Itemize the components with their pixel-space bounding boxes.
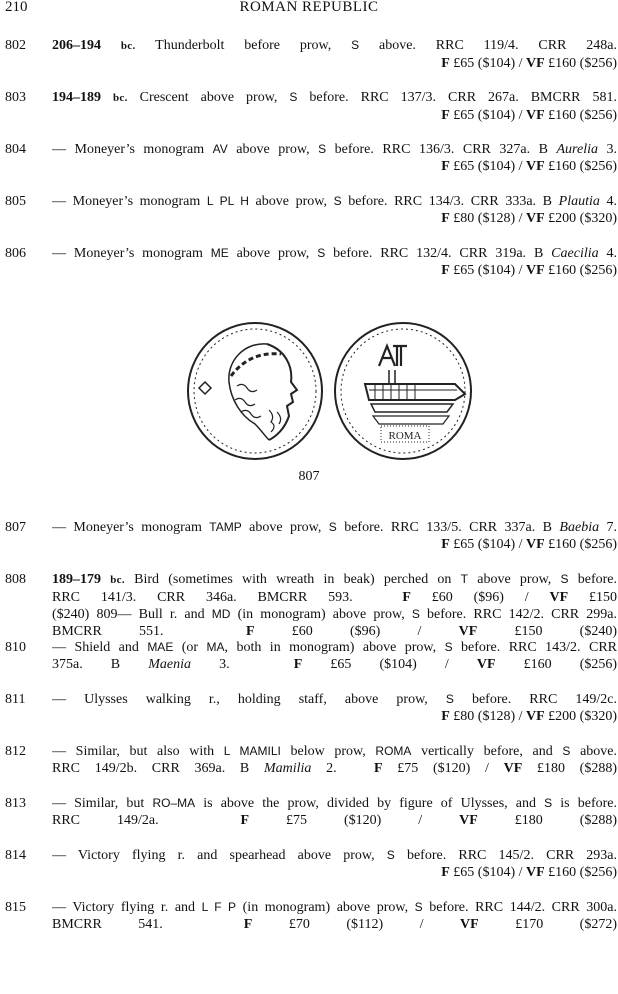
entry-text [52, 89, 617, 124]
text-run: , both in monogram) above prow, [224, 640, 445, 655]
text-run: Plautia [558, 194, 600, 209]
entry-number: 802 [5, 38, 26, 53]
text-run: Baebia [559, 520, 600, 535]
bold-text: VF [526, 709, 545, 724]
monogram-text: TAMP [209, 520, 242, 534]
bold-text: F [374, 761, 383, 776]
entry-line [52, 743, 617, 760]
bold-text: VF [476, 657, 496, 672]
entry-line [52, 691, 617, 708]
bold-text: F [441, 56, 450, 71]
coin-legend-roma: ROMA [388, 430, 422, 442]
text-run: 4. [598, 246, 617, 261]
monogram-text: S [318, 142, 327, 156]
monogram-text: RO–MA [152, 796, 196, 810]
text-run: £60 ($96) / [254, 624, 459, 639]
text-run: ($240) 809— Bull r. and [52, 607, 212, 622]
entry-text [52, 37, 617, 72]
text-run: Thunderbolt before prow, [135, 38, 352, 53]
entry-line [52, 89, 617, 107]
bold-text: VF [526, 263, 545, 278]
text-run: £65 ($104) / [449, 56, 526, 71]
text-run: £65 ($104) / [302, 657, 477, 672]
text-run: before. RRC 133/5. CRR 337a. B [336, 520, 560, 535]
text-run: £65 ($104) / [449, 159, 526, 174]
monogram-text: S [351, 38, 360, 52]
monogram-text: ME [210, 246, 229, 260]
monogram-text: T [460, 572, 469, 586]
text-run: Caecilia [551, 246, 599, 261]
text-run: Aurelia [556, 142, 598, 157]
entry-line [52, 536, 617, 553]
text-run: above prow, [227, 142, 319, 157]
text-run: RRC 149/2a. [52, 813, 159, 828]
entry-line [52, 795, 617, 812]
entry-line [52, 864, 617, 881]
entry-number: 810 [5, 640, 26, 655]
bold-text: F [240, 813, 250, 828]
entry-line [52, 158, 617, 175]
entry-line [52, 623, 617, 640]
monogram-text: S [386, 848, 395, 862]
bold-text: VF [526, 108, 545, 123]
bold-text: F [441, 537, 450, 552]
monogram-text: L MAMILI [223, 744, 281, 758]
entry-text [52, 639, 617, 673]
text-run: above. RRC 119/4. CRR 248a. [359, 38, 617, 53]
bold-text: VF [526, 159, 545, 174]
entry-number: 814 [5, 848, 26, 863]
entry-line [52, 606, 617, 623]
entry-text [52, 795, 617, 829]
text-run: is above the prow, divided by figure of Ulysses, and [195, 796, 545, 811]
text-run: before. RRC 137/3. CRR 267a. BMCRR 581. [297, 90, 617, 105]
bold-text: VF [460, 917, 479, 932]
text-run: before. RRC 142/2. CRR 299a. [419, 607, 617, 622]
text-run: — Moneyer’s monogram [52, 142, 213, 157]
bold-text: VF [526, 865, 545, 880]
text-run: £65 ($104) / [449, 537, 526, 552]
text-run: (or [173, 640, 207, 655]
monogram-text: MAE [147, 640, 174, 654]
text-run: — Moneyer’s monogram [52, 194, 207, 209]
text-run: £150 ($240) [477, 624, 617, 639]
text-run: £70 ($112) / [252, 917, 461, 932]
entry-text [52, 691, 617, 725]
bold-text: VF [503, 761, 523, 776]
entry-text [52, 847, 617, 881]
bold-text: VF [549, 590, 569, 605]
entry-text [52, 245, 617, 279]
monogram-text: S [317, 246, 326, 260]
text-run: above prow, [241, 520, 329, 535]
text-run: before. RRC 132/4. CRR 319a. B [325, 246, 552, 261]
entry-number: 807 [5, 520, 26, 535]
bold-text: VF [526, 56, 545, 71]
entry-line [52, 847, 617, 864]
entry-number: 805 [5, 194, 26, 209]
entry-line [52, 141, 617, 158]
coin-figure-svg [185, 320, 475, 462]
bold-text: F [441, 108, 450, 123]
text-run: above. [570, 744, 617, 759]
monogram-text: ROMA [375, 744, 412, 758]
text-run: BMCRR 551. [52, 624, 164, 639]
text-run: £65 ($104) / [449, 263, 526, 278]
bold-text: VF [526, 537, 545, 552]
entry-text [52, 193, 617, 227]
text-run: £75 ($120) / [249, 813, 460, 828]
monogram-text: S [411, 607, 420, 621]
entry-number: 813 [5, 796, 26, 811]
entry-line [52, 899, 617, 916]
text-run: £200 ($320) [544, 211, 617, 226]
text-run: — Moneyer’s monogram [52, 520, 210, 535]
bold-text: F [441, 263, 450, 278]
text-run: £80 ($128) / [449, 211, 526, 226]
text-run: (in monogram) above prow, [236, 900, 415, 915]
text-run: £170 ($272) [478, 917, 617, 932]
monogram-text: L PL H [206, 194, 249, 208]
text-run: — Victory flying r. and spearhead above prow, [52, 848, 387, 863]
entry-line [52, 55, 617, 72]
entry-line [52, 571, 617, 589]
bold-text: F [402, 590, 411, 605]
entry-line [52, 262, 617, 279]
monogram-text: L F P [201, 900, 237, 914]
entry-text [52, 571, 617, 640]
text-run: Mamilia [263, 761, 312, 776]
text-run: £180 ($288) [522, 761, 617, 776]
bold-text: 206–194 [52, 38, 121, 53]
monogram-text: S [445, 692, 454, 706]
text-run: £65 ($104) / [449, 108, 526, 123]
entry-line [52, 589, 617, 606]
entry-line [52, 210, 617, 227]
entry-number: 815 [5, 900, 26, 915]
bold-text: 189–179 [52, 572, 111, 587]
text-run: 4. [599, 194, 617, 209]
text-run: 3. [190, 657, 230, 672]
text-run: £200 ($320) [544, 709, 617, 724]
entry-line [52, 656, 617, 673]
entry-line [52, 519, 617, 536]
text-run: £60 ($96) / [410, 590, 550, 605]
entry-number: 806 [5, 246, 26, 261]
bold-text: F [441, 709, 450, 724]
entry-line [52, 812, 617, 829]
text-run: £150 [568, 590, 617, 605]
bold-text: VF [459, 813, 478, 828]
text-run: £160 ($256) [544, 159, 617, 174]
text-run: — Similar, but also with [52, 744, 224, 759]
monogram-text: MA [206, 640, 225, 654]
entry-number: 803 [5, 90, 26, 105]
entry-text [52, 519, 617, 553]
text-run: — Shield and [52, 640, 148, 655]
bold-text: VF [526, 211, 545, 226]
text-run: 3. [597, 142, 617, 157]
bold-text: VF [458, 624, 478, 639]
text-run: BMCRR 541. [52, 917, 163, 932]
bold-text: F [293, 657, 303, 672]
entry-line [52, 639, 617, 656]
text-run: below prow, [280, 744, 376, 759]
entry-text [52, 141, 617, 175]
text-run: is before. [552, 796, 617, 811]
text-run: £180 ($288) [477, 813, 617, 828]
text-run: — Victory flying r. and [52, 900, 202, 915]
entry-text [52, 743, 617, 777]
bold-text: F [441, 865, 450, 880]
text-run: £75 ($120) / [382, 761, 504, 776]
monogram-text: S [562, 744, 571, 758]
entry-line [52, 708, 617, 725]
text-run: before. RRC 144/2. CRR 300a. [422, 900, 617, 915]
text-run: above prow, [228, 246, 318, 261]
entry-number: 812 [5, 744, 26, 759]
text-run: bc. [120, 40, 136, 52]
coin-illustration [185, 320, 475, 462]
page-number: 210 [5, 0, 28, 15]
text-run: before. RRC 143/2. CRR [452, 640, 617, 655]
text-run: £80 ($128) / [449, 709, 526, 724]
text-run: before. RRC 136/3. CRR 327a. B [326, 142, 557, 157]
page-title: ROMAN REPUBLIC [239, 0, 379, 15]
text-run: £160 ($256) [544, 263, 617, 278]
text-run: Bird (sometimes with wreath in beak) perched on [124, 572, 461, 587]
text-run: 7. [599, 520, 617, 535]
entry-line [52, 193, 617, 210]
entry-line [52, 37, 617, 55]
figure-caption: 807 [298, 469, 320, 484]
text-run: £160 ($256) [544, 108, 617, 123]
text-run: — Moneyer’s monogram [52, 246, 211, 261]
monogram-text: S [333, 194, 342, 208]
text-run: 2. [311, 761, 337, 776]
bold-text: F [441, 159, 450, 174]
entry-line [52, 107, 617, 124]
text-run: above prow, [468, 572, 561, 587]
text-run: Maenia [148, 657, 191, 672]
text-run: before. RRC 134/3. CRR 333a. B [341, 194, 559, 209]
entry-number: 811 [5, 692, 26, 707]
text-run: £160 ($256) [495, 657, 617, 672]
monogram-text: S [544, 796, 553, 810]
entry-line [52, 916, 617, 933]
text-run: before. [568, 572, 617, 587]
entry-number: 804 [5, 142, 26, 157]
text-run: £65 ($104) / [449, 865, 526, 880]
monogram-text: S [444, 640, 453, 654]
entry-number: 808 [5, 572, 26, 587]
text-run: RRC 149/2b. CRR 369a. B [52, 761, 264, 776]
text-run: — Similar, but [52, 796, 153, 811]
monogram-text: S [414, 900, 423, 914]
bold-text: F [243, 917, 253, 932]
text-run: £160 ($256) [544, 865, 617, 880]
monogram-text: S [560, 572, 569, 586]
text-run: bc. [110, 574, 125, 586]
text-run: before. RRC 149/2c. [453, 692, 617, 707]
entry-line [52, 760, 617, 777]
text-run: (in monogram) above prow, [230, 607, 412, 622]
text-run: bc. [113, 92, 128, 104]
monogram-text: MD [211, 607, 231, 621]
text-run: vertically before, and [411, 744, 563, 759]
coin-obverse-image [188, 323, 322, 459]
text-run: above prow, [248, 194, 334, 209]
text-run: before. RRC 145/2. CRR 293a. [394, 848, 617, 863]
monogram-text: AV [212, 142, 228, 156]
text-run: — Ulysses walking r., holding staff, above prow, [52, 692, 446, 707]
text-run: RRC 141/3. CRR 346a. BMCRR 593. [52, 590, 353, 605]
bold-text: F [441, 211, 450, 226]
monogram-text: S [328, 520, 337, 534]
text-run: £160 ($256) [544, 537, 617, 552]
monogram-text: S [289, 90, 298, 104]
bold-text: 194–189 [52, 90, 113, 105]
text-run: 375a. B [52, 657, 149, 672]
text-run: Crescent above prow, [127, 90, 290, 105]
entry-line [52, 245, 617, 262]
text-run: £160 ($256) [544, 56, 617, 71]
entry-text [52, 899, 617, 933]
bold-text: F [245, 624, 255, 639]
